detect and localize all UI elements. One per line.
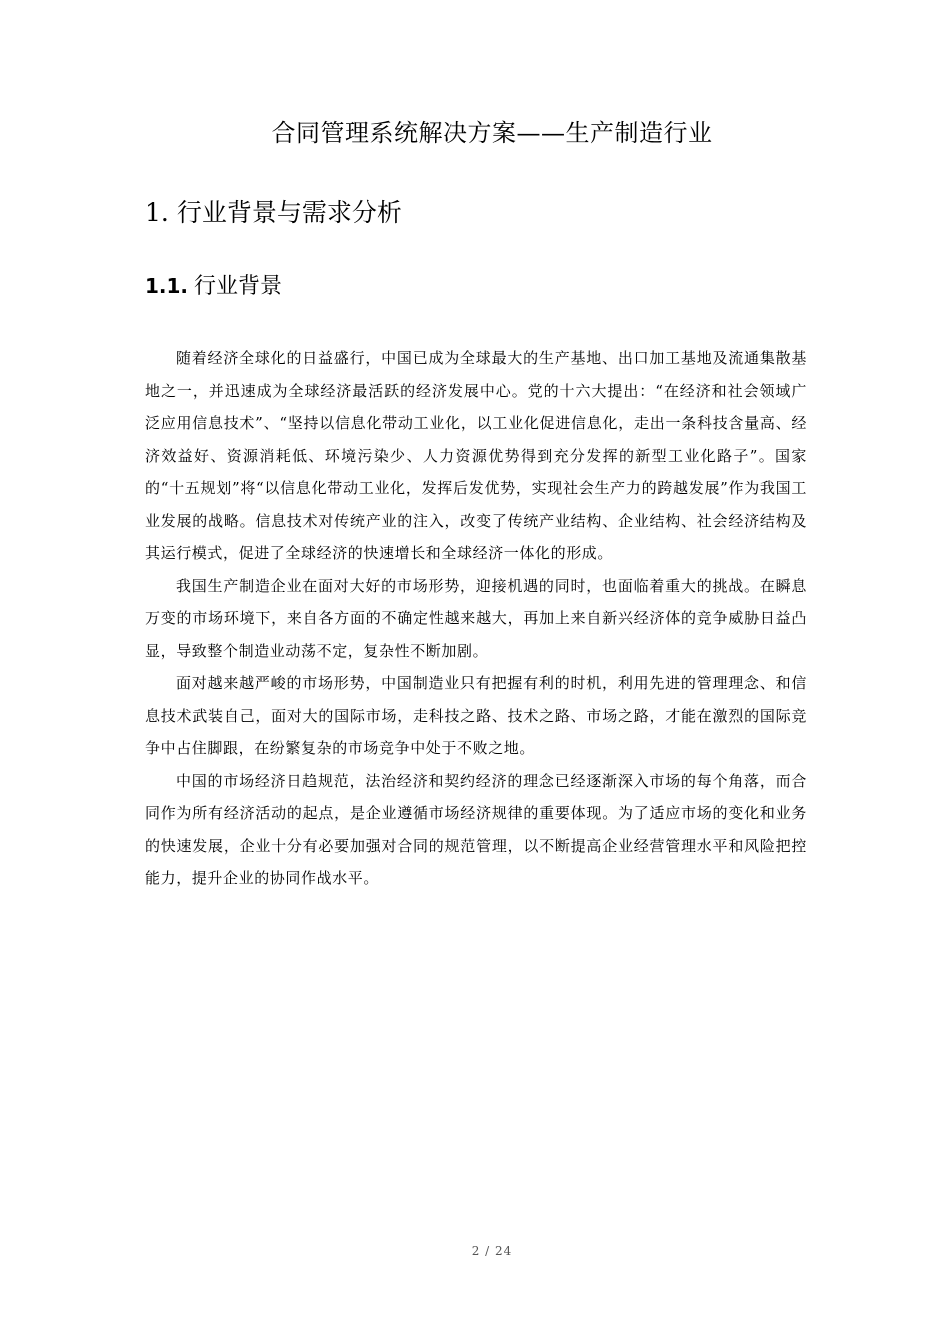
section-number: 1. [145, 198, 169, 227]
section-title: 行业背景与需求分析 [176, 198, 402, 227]
body-text [145, 342, 807, 895]
document-title: 合同管理系统解决方案——生产制造行业 [271, 119, 713, 147]
subsection-heading [145, 270, 282, 303]
paragraph: 随着经济全球化的日益盛行，中国已成为全球最大的生产基地、出口加工基地及流通集散基地之一，并迅速成为全球经济最活跃的经济发展中心。党的十六大提出：“在经济和社会领域广泛应用信息技术”、“坚持以信息化带动工业化，以工业化促进信息化，走出一条科技含量高、经济效益好、资源消耗低、环境污染少、人力资源优势得到充分发挥的新型工业化路子”。国家的“十五规划”将“以信息化带动工业化，发挥后发优势，实现社会生产力的跨越发展”作为我国工业发展的战略。信息技术对传统产业的注入，改变了传统产业结构、企业结构、社会经济结构及其运行模式，促进了全球经济的快速增长和全球经济一体化的形成。 [145, 349, 807, 562]
paragraph: 中国的市场经济日趋规范，法治经济和契约经济的理念已经逐渐深入市场的每个角落，而合同作为所有经济活动的起点，是企业遵循市场经济规律的重要体现。为了适应市场的变化和业务的快速发展，企业十分有必要加强对合同的规范管理，以不断提高企业经营管理水平和风险把控能力，提升企业的协同作战水平。 [145, 771, 807, 887]
subsection-title: 行业背景 [194, 274, 283, 299]
section-heading [145, 196, 402, 230]
paragraph: 我国生产制造企业在面对大好的市场形势，迎接机遇的同时，也面临着重大的挑战。在瞬息万变的市场环境下，来自各方面的不确定性越来越大，再加上来自新兴经济体的竞争威胁日益凸显，导致整个制造业动荡不定，复杂性不断加剧。 [145, 576, 807, 660]
paragraph: 面对越来越严峻的市场形势，中国制造业只有把握有利的时机，利用先进的管理理念、和信息技术武装自己，面对大的国际市场，走科技之路、技术之路、市场之路，才能在激烈的国际竞争中占住脚跟，在纷繁复杂的市场竞争中处于不败之地。 [145, 674, 807, 757]
page-number: 2 / 24 [471, 1244, 513, 1258]
subsection-number: 1.1. [145, 274, 189, 298]
